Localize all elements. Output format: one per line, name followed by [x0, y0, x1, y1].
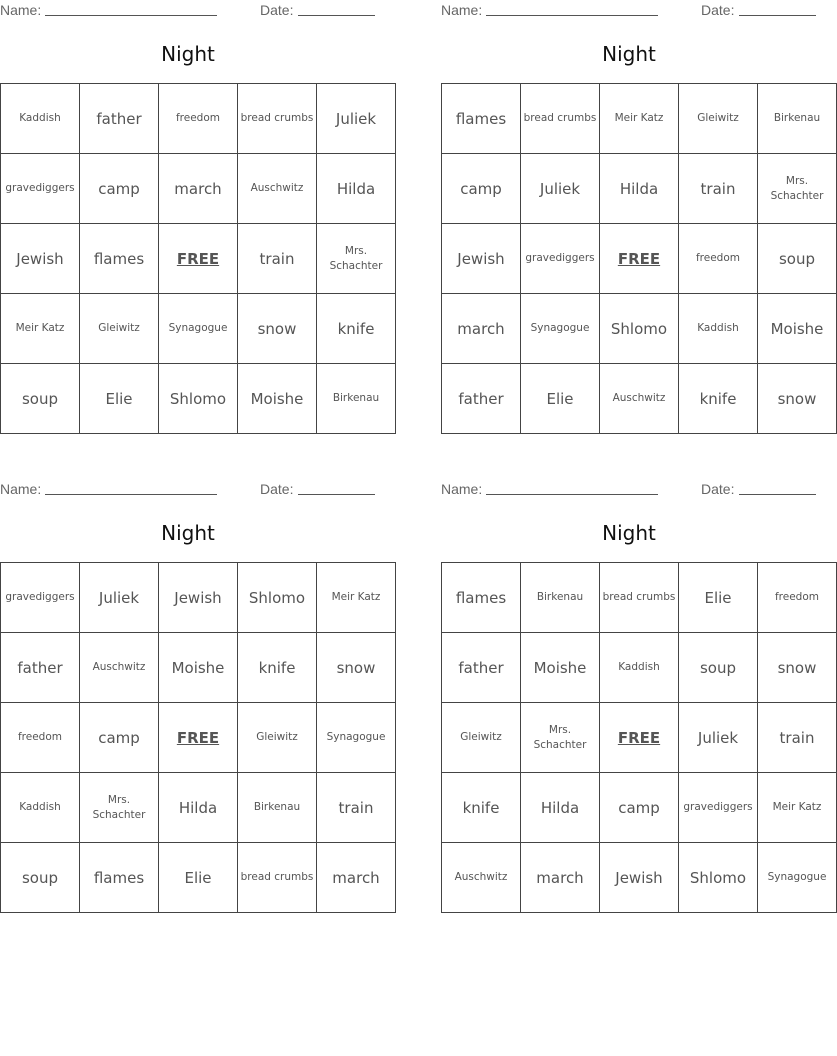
bingo-cell[interactable]: Juliek	[80, 563, 159, 633]
bingo-cell[interactable]: knife	[679, 364, 758, 434]
bingo-cell[interactable]: Birkenau	[758, 84, 837, 154]
bingo-cell[interactable]: Hilda	[159, 773, 238, 843]
grid-row	[442, 154, 837, 224]
bingo-cell[interactable]: flames	[442, 84, 521, 154]
bingo-cell[interactable]: Elie	[159, 843, 238, 913]
name-date-header	[0, 481, 376, 499]
bingo-cell[interactable]: soup	[758, 224, 837, 294]
grid-row	[1, 633, 396, 703]
card-title: Night	[602, 42, 656, 66]
bingo-cell[interactable]: train	[758, 703, 837, 773]
bingo-cell[interactable]: knife	[238, 633, 317, 703]
bingo-cell[interactable]: gravediggers	[1, 154, 80, 224]
bingo-cell[interactable]: Gleiwitz	[442, 703, 521, 773]
bingo-cell[interactable]: train	[238, 224, 317, 294]
bingo-cell[interactable]: bread crumbs	[600, 563, 679, 633]
bingo-cell[interactable]: Auschwitz	[442, 843, 521, 913]
grid-row	[1, 364, 396, 434]
bingo-cell[interactable]: Juliek	[521, 154, 600, 224]
free-space-cell[interactable]: FREE	[600, 703, 679, 773]
name-blank-line[interactable]	[45, 15, 217, 16]
date-label: Date:	[260, 2, 294, 18]
bingo-cell[interactable]: Kaddish	[600, 633, 679, 703]
bingo-cell[interactable]: Synagogue	[758, 843, 837, 913]
grid-row	[1, 563, 396, 633]
bingo-cell[interactable]: knife	[442, 773, 521, 843]
bingo-cell[interactable]: Moishe	[238, 364, 317, 434]
card-title: Night	[161, 521, 215, 545]
grid-row	[442, 364, 837, 434]
grid-row	[442, 773, 837, 843]
date-label: Date:	[701, 2, 735, 18]
bingo-cell[interactable]: Jewish	[600, 843, 679, 913]
free-space-cell[interactable]: FREE	[159, 224, 238, 294]
card-title: Night	[161, 42, 215, 66]
bingo-cell[interactable]: snow	[238, 294, 317, 364]
bingo-grid	[441, 83, 837, 434]
bingo-cell[interactable]: gravediggers	[521, 224, 600, 294]
bingo-cell[interactable]: bread crumbs	[521, 84, 600, 154]
bingo-cell[interactable]: bread crumbs	[238, 843, 317, 913]
bingo-cell[interactable]: Hilda	[317, 154, 396, 224]
bingo-cell[interactable]: Auschwitz	[238, 154, 317, 224]
bingo-cell[interactable]: Gleiwitz	[679, 84, 758, 154]
bingo-cell[interactable]: Kaddish	[1, 84, 80, 154]
bingo-cell[interactable]: Hilda	[600, 154, 679, 224]
bingo-cell[interactable]: camp	[600, 773, 679, 843]
bingo-cell[interactable]: Jewish	[442, 224, 521, 294]
bingo-cell[interactable]: Synagogue	[317, 703, 396, 773]
name-date-header	[441, 481, 817, 499]
bingo-cell[interactable]: train	[317, 773, 396, 843]
grid-row	[1, 84, 396, 154]
bingo-cell[interactable]: father	[442, 364, 521, 434]
name-date-header	[441, 2, 817, 20]
bingo-cell[interactable]: knife	[317, 294, 396, 364]
bingo-grid	[0, 83, 396, 434]
date-blank-line[interactable]	[739, 15, 816, 16]
bingo-cell[interactable]: Birkenau	[521, 563, 600, 633]
bingo-cell[interactable]: freedom	[679, 224, 758, 294]
bingo-cell[interactable]: Shlomo	[600, 294, 679, 364]
bingo-cell[interactable]: father	[80, 84, 159, 154]
grid-row	[1, 843, 396, 913]
bingo-cell[interactable]: flames	[442, 563, 521, 633]
free-space-cell[interactable]: FREE	[159, 703, 238, 773]
date-label: Date:	[260, 481, 294, 497]
grid-row	[1, 294, 396, 364]
date-blank-line[interactable]	[739, 494, 816, 495]
name-label: Name:	[441, 481, 483, 497]
bingo-cell[interactable]: Meir Katz	[758, 773, 837, 843]
bingo-cell[interactable]: Moishe	[521, 633, 600, 703]
date-blank-line[interactable]	[298, 15, 375, 16]
name-label: Name:	[0, 481, 42, 497]
bingo-cell[interactable]: father	[442, 633, 521, 703]
bingo-cell[interactable]: march	[317, 843, 396, 913]
grid-row	[442, 294, 837, 364]
bingo-card-2	[441, 0, 824, 440]
bingo-cell[interactable]: Meir Katz	[317, 563, 396, 633]
bingo-cell[interactable]: train	[679, 154, 758, 224]
bingo-cell[interactable]: Elie	[521, 364, 600, 434]
bingo-cell[interactable]: Juliek	[679, 703, 758, 773]
bingo-cell[interactable]: Juliek	[317, 84, 396, 154]
bingo-cell[interactable]: snow	[758, 633, 837, 703]
name-label: Name:	[441, 2, 483, 18]
name-blank-line[interactable]	[486, 15, 658, 16]
bingo-cell[interactable]: freedom	[758, 563, 837, 633]
bingo-cell[interactable]: march	[442, 294, 521, 364]
bingo-cell[interactable]: Birkenau	[317, 364, 396, 434]
bingo-cell[interactable]: Shlomo	[238, 563, 317, 633]
bingo-cell[interactable]: Auschwitz	[80, 633, 159, 703]
date-label: Date:	[701, 481, 735, 497]
bingo-cell[interactable]: freedom	[1, 703, 80, 773]
bingo-cell[interactable]: Kaddish	[1, 773, 80, 843]
bingo-card-3	[0, 479, 386, 919]
bingo-cell[interactable]: Jewish	[1, 224, 80, 294]
bingo-cell[interactable]: gravediggers	[1, 563, 80, 633]
bingo-grid	[0, 562, 396, 913]
bingo-cell[interactable]: Shlomo	[679, 843, 758, 913]
bingo-cell[interactable]: Meir Katz	[1, 294, 80, 364]
bingo-cell[interactable]: Mrs. Schachter	[521, 703, 600, 773]
bingo-cell[interactable]: soup	[1, 364, 80, 434]
grid-row	[1, 703, 396, 773]
bingo-cell[interactable]: Moishe	[159, 633, 238, 703]
bingo-cell[interactable]: Gleiwitz	[80, 294, 159, 364]
grid-row	[442, 563, 837, 633]
name-blank-line[interactable]	[486, 494, 658, 495]
bingo-cell[interactable]: father	[1, 633, 80, 703]
bingo-card-1	[0, 0, 383, 440]
grid-row	[442, 224, 837, 294]
bingo-cell[interactable]: snow	[758, 364, 837, 434]
grid-row	[442, 633, 837, 703]
bingo-cell[interactable]: bread crumbs	[238, 84, 317, 154]
bingo-cell[interactable]: flames	[80, 843, 159, 913]
bingo-cell[interactable]: camp	[442, 154, 521, 224]
grid-row	[442, 703, 837, 773]
bingo-cell[interactable]: march	[521, 843, 600, 913]
bingo-cell[interactable]: gravediggers	[679, 773, 758, 843]
bingo-cell[interactable]: Mrs. Schachter	[317, 224, 396, 294]
bingo-cell[interactable]: Synagogue	[521, 294, 600, 364]
bingo-cell[interactable]: Jewish	[159, 563, 238, 633]
bingo-cell[interactable]: Mrs. Schachter	[80, 773, 159, 843]
bingo-cell[interactable]: soup	[679, 633, 758, 703]
bingo-cell[interactable]: snow	[317, 633, 396, 703]
bingo-cell[interactable]: Kaddish	[679, 294, 758, 364]
bingo-cell[interactable]: Mrs. Schachter	[758, 154, 837, 224]
bingo-cell[interactable]: Synagogue	[159, 294, 238, 364]
bingo-cell[interactable]: Elie	[80, 364, 159, 434]
name-label: Name:	[0, 2, 42, 18]
name-blank-line[interactable]	[45, 494, 217, 495]
bingo-grid	[441, 562, 837, 913]
bingo-cell[interactable]: Elie	[679, 563, 758, 633]
bingo-cell[interactable]: soup	[1, 843, 80, 913]
name-date-header	[0, 2, 376, 20]
card-title: Night	[602, 521, 656, 545]
bingo-cell[interactable]: march	[159, 154, 238, 224]
bingo-cell[interactable]: Gleiwitz	[238, 703, 317, 773]
bingo-cell[interactable]: Meir Katz	[600, 84, 679, 154]
bingo-cell[interactable]: Moishe	[758, 294, 837, 364]
grid-row	[442, 843, 837, 913]
bingo-cell[interactable]: Auschwitz	[600, 364, 679, 434]
date-blank-line[interactable]	[298, 494, 375, 495]
bingo-card-4	[441, 479, 827, 919]
grid-row	[442, 84, 837, 154]
bingo-cell[interactable]: Birkenau	[238, 773, 317, 843]
bingo-cell[interactable]: Hilda	[521, 773, 600, 843]
grid-row	[1, 773, 396, 843]
bingo-cell[interactable]: freedom	[159, 84, 238, 154]
bingo-cell[interactable]: camp	[80, 154, 159, 224]
grid-row	[1, 154, 396, 224]
bingo-cell[interactable]: Shlomo	[159, 364, 238, 434]
bingo-cell[interactable]: camp	[80, 703, 159, 773]
grid-row	[1, 224, 396, 294]
free-space-cell[interactable]: FREE	[600, 224, 679, 294]
bingo-cell[interactable]: flames	[80, 224, 159, 294]
